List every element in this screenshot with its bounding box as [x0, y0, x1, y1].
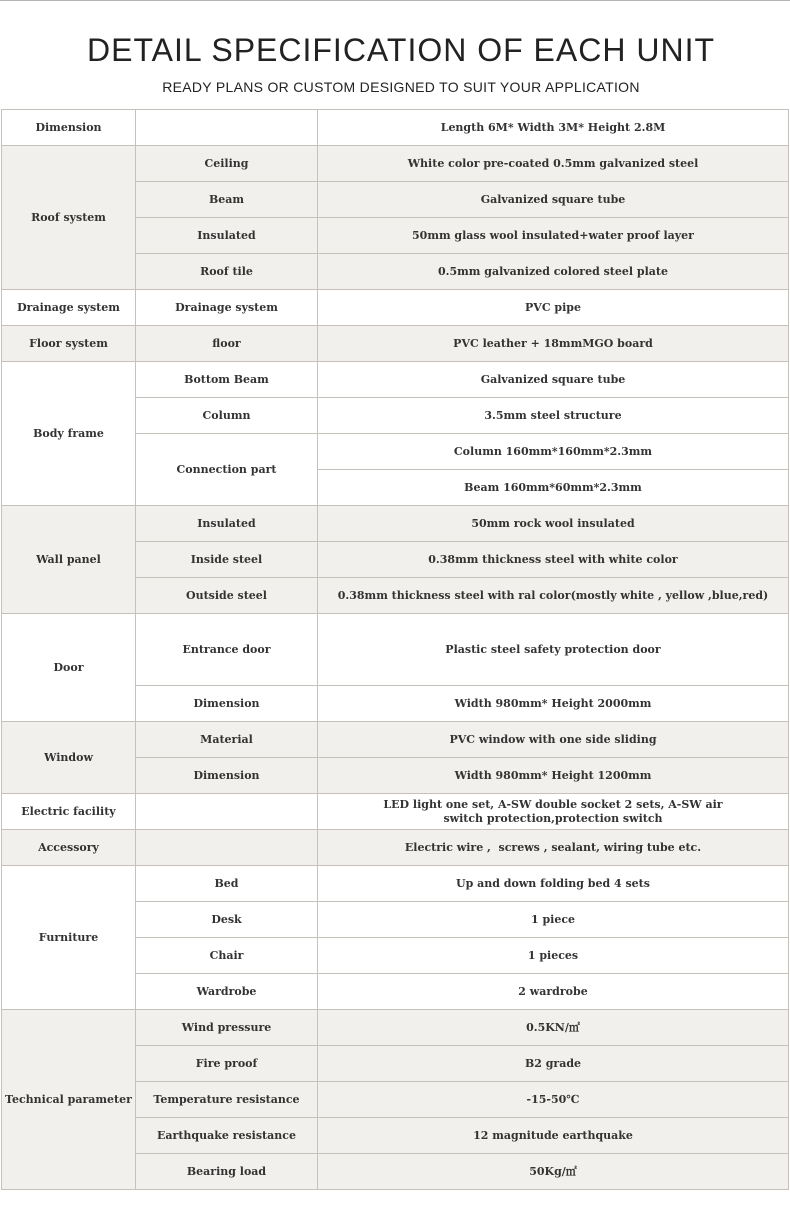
item-cell: Dimension — [136, 686, 318, 722]
item-cell: Earthquake resistance — [136, 1118, 318, 1154]
value-cell: Beam 160mm*60mm*2.3mm — [318, 470, 789, 506]
item-cell: Entrance door — [136, 614, 318, 686]
item-cell: Outside steel — [136, 578, 318, 614]
value-cell: 50mm rock wool insulated — [318, 506, 789, 542]
value-cell: 50Kg/㎡ — [318, 1154, 789, 1190]
category-drainage-system: Drainage system — [2, 290, 136, 326]
item-cell: Wind pressure — [136, 1010, 318, 1046]
value-cell: 2 wardrobe — [318, 974, 789, 1010]
top-rule — [0, 0, 790, 1]
table-row — [2, 794, 789, 830]
category-technical-parameter: Technical parameter — [2, 1010, 136, 1190]
category-accessory: Accessory — [2, 830, 136, 866]
item-cell: Roof tile — [136, 254, 318, 290]
value-cell: Plastic steel safety protection door — [318, 614, 789, 686]
value-cell: Width 980mm* Height 1200mm — [318, 758, 789, 794]
table-row — [2, 866, 789, 902]
item-cell: Material — [136, 722, 318, 758]
category-furniture: Furniture — [2, 866, 136, 1010]
value-cell: Galvanized square tube — [318, 182, 789, 218]
value-cell: 12 magnitude earthquake — [318, 1118, 789, 1154]
page-title: DETAIL SPECIFICATION OF EACH UNIT — [86, 32, 715, 68]
item-cell: Dimension — [136, 758, 318, 794]
table-row — [2, 614, 789, 686]
value-cell: PVC pipe — [318, 290, 789, 326]
item-cell: Beam — [136, 182, 318, 218]
item-cell: Insulated — [136, 218, 318, 254]
item-cell: Connection part — [136, 434, 318, 506]
value-cell: Column 160mm*160mm*2.3mm — [318, 434, 789, 470]
category-dimension: Dimension — [2, 110, 136, 146]
value-cell: 1 piece — [318, 902, 789, 938]
spec-table — [1, 109, 789, 1190]
category-floor-system: Floor system — [2, 326, 136, 362]
value-cell: B2 grade — [318, 1046, 789, 1082]
value-cell: Electric wire , screws , sealant, wiring tube etc. — [318, 830, 789, 866]
value-cell: Galvanized square tube — [318, 362, 789, 398]
value-cell: 50mm glass wool insulated+water proof layer — [318, 218, 789, 254]
category-wall-panel: Wall panel — [2, 506, 136, 614]
item-cell: Ceiling — [136, 146, 318, 182]
item-cell: Temperature resistance — [136, 1082, 318, 1118]
value-cell: White color pre-coated 0.5mm galvanized steel — [318, 146, 789, 182]
value-cell: Length 6M* Width 3M* Height 2.8M — [318, 110, 789, 146]
item-cell: Bearing load — [136, 1154, 318, 1190]
category-body-frame: Body frame — [2, 362, 136, 506]
item-cell: Wardrobe — [136, 974, 318, 1010]
table-row — [2, 830, 789, 866]
item-cell: Desk — [136, 902, 318, 938]
item-cell: floor — [136, 326, 318, 362]
page-subtitle: READY PLANS OR CUSTOM DESIGNED TO SUIT YOUR APPLICATION — [162, 79, 640, 95]
item-cell: Inside steel — [136, 542, 318, 578]
category-roof-system: Roof system — [2, 146, 136, 290]
value-cell: 0.38mm thickness steel with ral color(mostly white , yellow ,blue,red) — [318, 578, 789, 614]
value-cell: PVC leather + 18mmMGO board — [318, 326, 789, 362]
item-cell — [136, 110, 318, 146]
value-cell: 0.38mm thickness steel with white color — [318, 542, 789, 578]
item-cell: Drainage system — [136, 290, 318, 326]
item-cell: Bottom Beam — [136, 362, 318, 398]
item-cell: Column — [136, 398, 318, 434]
table-row — [2, 506, 789, 542]
value-cell: 3.5mm steel structure — [318, 398, 789, 434]
category-electric-facility: Electric facility — [2, 794, 136, 830]
table-row — [2, 722, 789, 758]
value-cell: 1 pieces — [318, 938, 789, 974]
table-row — [2, 326, 789, 362]
item-cell: Chair — [136, 938, 318, 974]
value-cell: -15-50℃ — [318, 1082, 789, 1118]
item-cell — [136, 794, 318, 830]
table-row — [2, 290, 789, 326]
value-cell: Width 980mm* Height 2000mm — [318, 686, 789, 722]
value-cell: Up and down folding bed 4 sets — [318, 866, 789, 902]
category-door: Door — [2, 614, 136, 722]
table-row — [2, 110, 789, 146]
table-row — [2, 1010, 789, 1046]
item-cell: Fire proof — [136, 1046, 318, 1082]
item-cell: Insulated — [136, 506, 318, 542]
item-cell — [136, 830, 318, 866]
category-window: Window — [2, 722, 136, 794]
table-row — [2, 146, 789, 182]
table-row — [2, 362, 789, 398]
value-cell: PVC window with one side sliding — [318, 722, 789, 758]
value-cell: 0.5mm galvanized colored steel plate — [318, 254, 789, 290]
value-cell: 0.5KN/㎡ — [318, 1010, 789, 1046]
value-cell: LED light one set, A-SW double socket 2 sets, A-SW air switch protection,protection switch — [318, 794, 789, 830]
item-cell: Bed — [136, 866, 318, 902]
